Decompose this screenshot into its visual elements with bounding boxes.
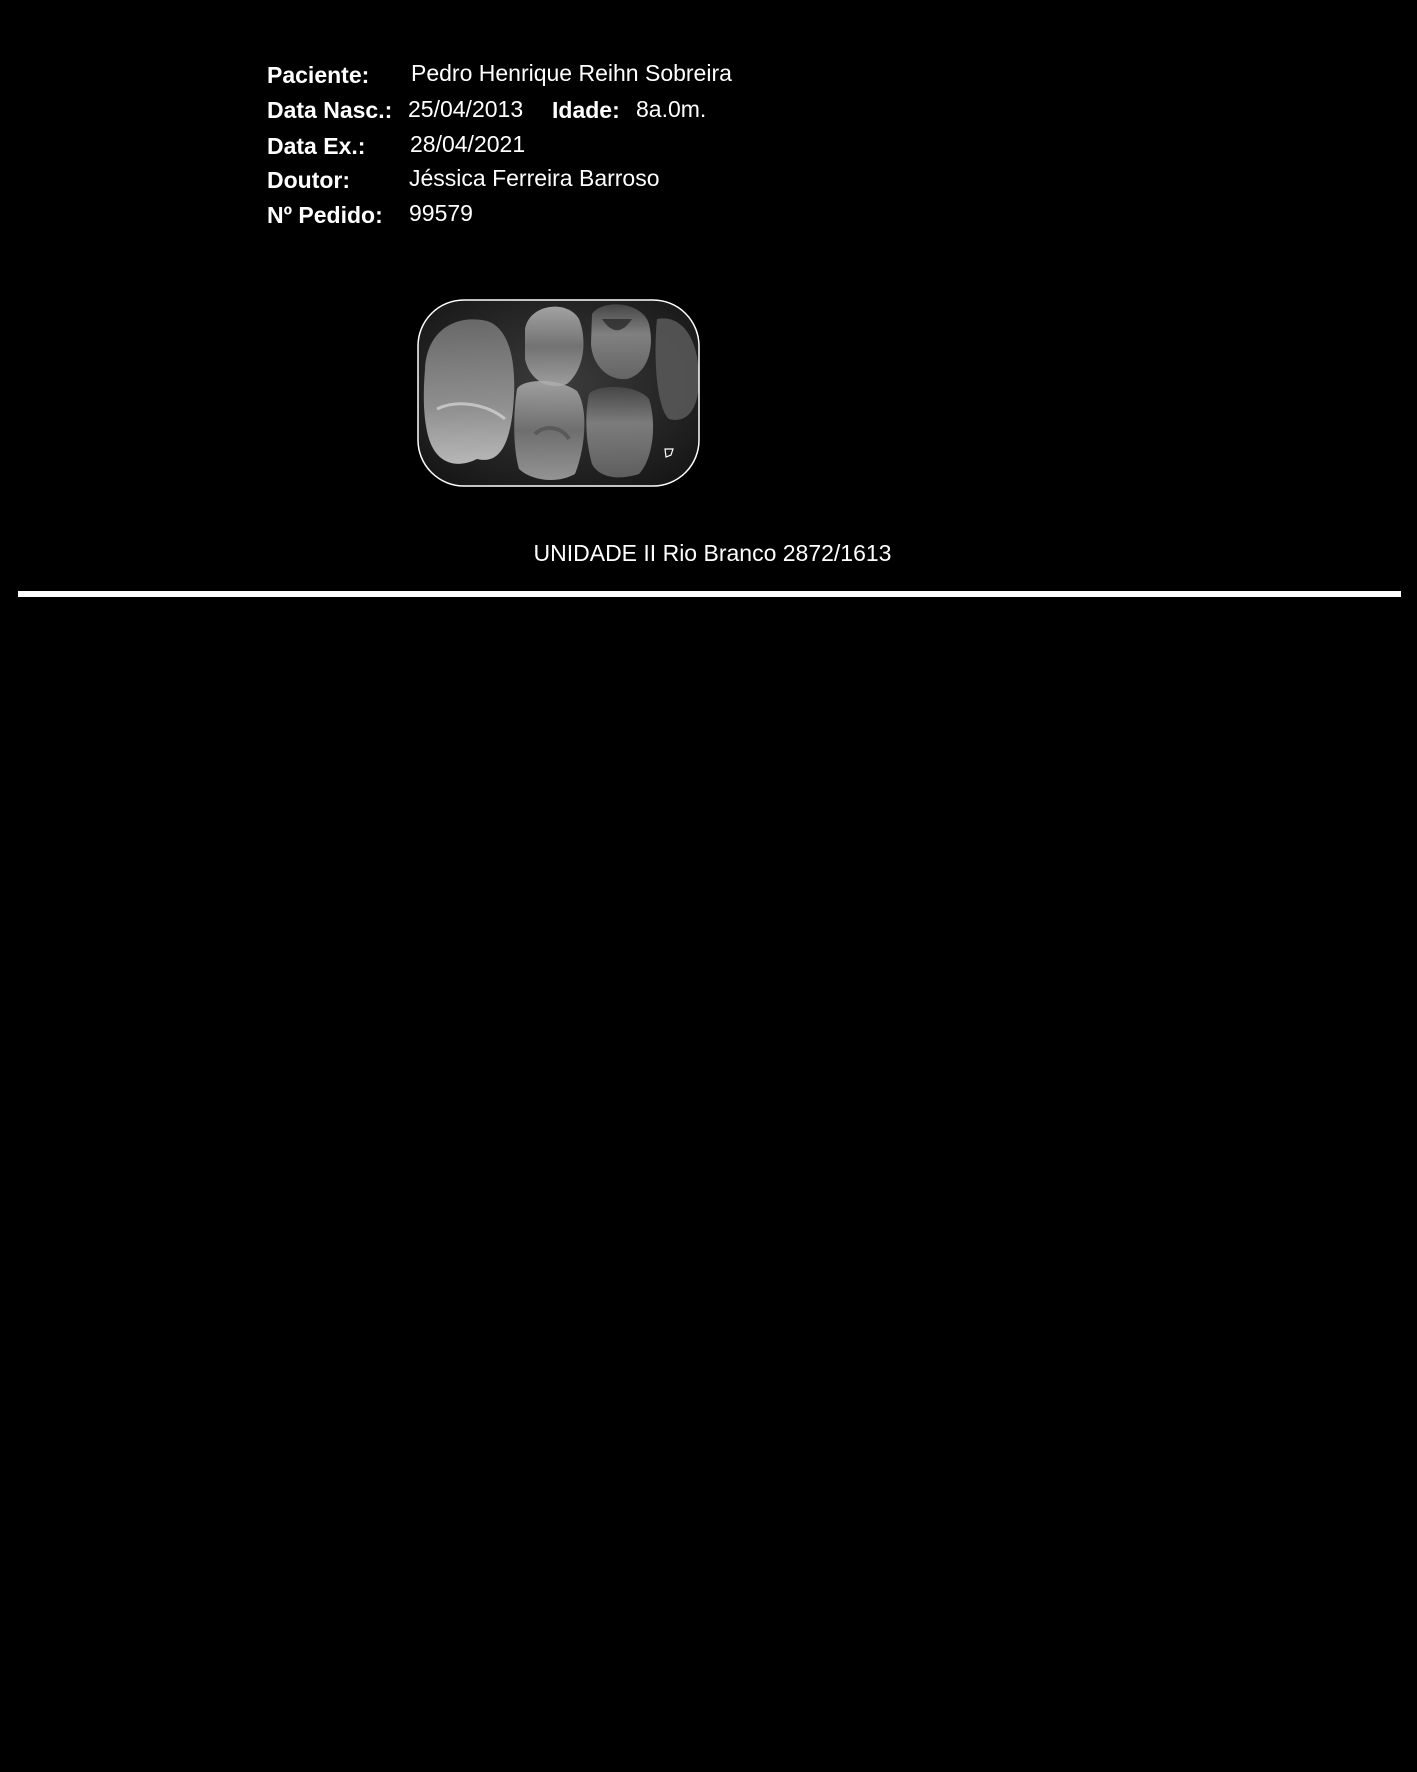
divider <box>18 591 1401 597</box>
birth-date-label: Data Nasc.: <box>267 97 393 123</box>
doctor-name: Jéssica Ferreira Barroso <box>409 165 660 191</box>
exam-date-value: 28/04/2021 <box>410 131 526 157</box>
age-value: 8a.0m. <box>636 96 707 122</box>
patient-label: Paciente: <box>267 62 370 88</box>
birth-date-value: 25/04/2013 <box>408 96 524 122</box>
order-number-value: 99579 <box>409 200 473 226</box>
doctor-label: Doutor: <box>267 167 351 193</box>
patient-name: Pedro Henrique Reihn Sobreira <box>411 60 732 86</box>
age-label: Idade: <box>552 97 620 123</box>
order-number-label: Nº Pedido: <box>267 202 383 228</box>
exam-date-label: Data Ex.: <box>267 133 366 159</box>
unit-footer: UNIDADE II Rio Branco 2872/1613 <box>533 540 892 566</box>
dental-radiograph-image <box>417 299 700 487</box>
